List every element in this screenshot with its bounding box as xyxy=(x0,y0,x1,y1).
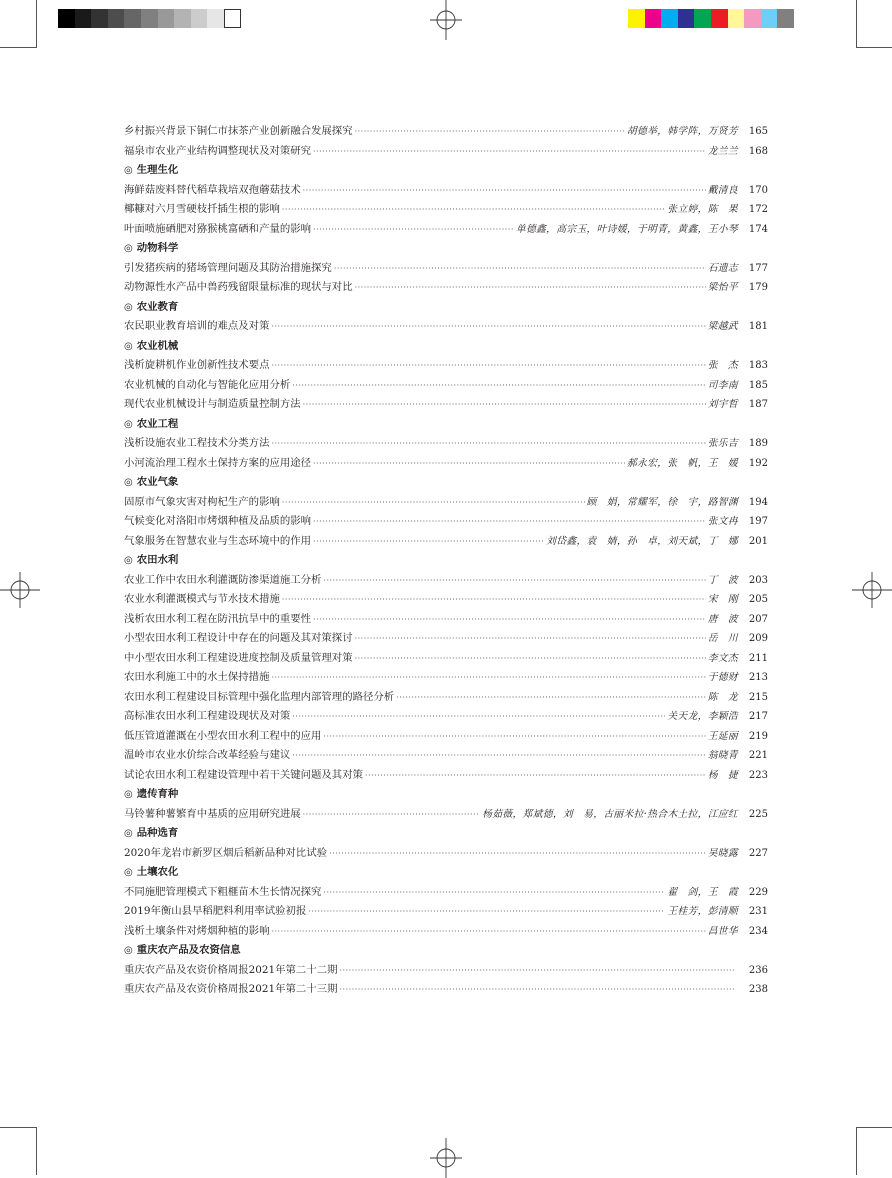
entry-page-number: 185 xyxy=(748,379,768,391)
entry-authors: 戴清良 xyxy=(707,184,738,196)
entry-title: 椰糠对六月雪硬枝扦插生根的影响 xyxy=(124,203,280,215)
toc-entry[interactable] xyxy=(124,356,768,376)
toc-entry[interactable] xyxy=(124,668,768,688)
dot-leader xyxy=(355,629,706,649)
registration-mark-icon xyxy=(852,570,892,610)
bullseye-icon: ◎ xyxy=(124,340,133,352)
entry-page-number: 181 xyxy=(748,321,768,332)
section-heading-label: 品种选育 xyxy=(136,827,179,839)
entry-authors: 张立婷，陈 果 xyxy=(667,204,738,215)
entry-page-number: 170 xyxy=(748,184,768,196)
toc-entry[interactable] xyxy=(124,649,768,669)
entry-page-number: 238 xyxy=(748,984,768,995)
entry-page-number: 187 xyxy=(748,399,768,410)
entry-authors: 唐 波 xyxy=(707,613,738,625)
bullseye-icon: ◎ xyxy=(124,165,133,176)
entry-page-number: 215 xyxy=(748,691,768,703)
dot-leader xyxy=(396,688,706,708)
section-heading xyxy=(124,337,768,357)
section-heading-label: 农业机械 xyxy=(136,339,179,352)
entry-page-number: 207 xyxy=(748,613,768,625)
entry-page-number: 197 xyxy=(748,516,768,527)
dot-leader xyxy=(313,532,544,552)
entry-page-number: 229 xyxy=(748,886,768,898)
toc-entry[interactable] xyxy=(124,220,768,240)
registration-mark-icon xyxy=(426,1138,466,1178)
toc-entry[interactable] xyxy=(124,454,768,474)
entry-page-number: 217 xyxy=(748,711,768,722)
color-swatch xyxy=(777,9,794,28)
dot-leader xyxy=(282,200,665,220)
bullseye-icon: ◎ xyxy=(124,243,133,254)
toc-entry[interactable] xyxy=(124,512,768,532)
entry-title: 现代农业机械设计与制造质量控制方法 xyxy=(124,398,301,410)
dot-leader xyxy=(365,766,706,786)
entry-page-number: 205 xyxy=(748,594,768,605)
section-heading-label: 农业工程 xyxy=(136,417,179,430)
bullseye-icon: ◎ xyxy=(124,477,133,488)
color-swatch xyxy=(694,9,711,28)
entry-page-number: 174 xyxy=(748,223,768,235)
entry-title: 小河流治理工程水土保持方案的应用途径 xyxy=(124,456,312,469)
dot-leader xyxy=(271,317,705,337)
toc-entry[interactable] xyxy=(124,142,768,162)
entry-authors: 吴晓露 xyxy=(707,847,738,859)
bullseye-icon: ◎ xyxy=(124,945,133,956)
color-swatch xyxy=(678,9,695,28)
color-swatch xyxy=(207,9,224,28)
color-swatch xyxy=(174,9,191,28)
entry-authors: 刘宇哲 xyxy=(707,399,738,410)
entry-page-number: 194 xyxy=(748,496,768,508)
entry-title: 农业机械的自动化与智能化应用分析 xyxy=(124,378,291,391)
dot-leader xyxy=(339,961,736,981)
entry-authors: 杨茹薇，郑斌德，刘 易，古丽米拉·热合木土拉，江应红 xyxy=(482,808,738,820)
entry-authors: 杨 捷 xyxy=(707,769,738,781)
section-heading-label: 土壤农化 xyxy=(136,866,179,878)
section-heading xyxy=(124,824,768,844)
section-heading-label: 农田水利 xyxy=(136,554,179,566)
color-swatch xyxy=(124,9,141,28)
dot-leader xyxy=(355,278,706,298)
entry-authors: 关天龙，李颖浩 xyxy=(667,711,738,722)
dot-leader xyxy=(292,707,665,727)
dot-leader xyxy=(323,727,705,747)
toc-entry[interactable] xyxy=(124,688,768,708)
entry-title: 重庆农产品及农资价格周报2021年第二十二期 xyxy=(124,963,338,976)
crop-mark xyxy=(856,1127,857,1175)
entry-title: 乡村振兴背景下铜仁市抹茶产业创新融合发展探究 xyxy=(124,125,353,137)
entry-title: 小型农田水利工程设计中存在的问题及其对策探讨 xyxy=(124,632,353,644)
entry-title: 浅析旋耕机作业创新性技术要点 xyxy=(124,359,270,371)
section-heading-label: 农业教育 xyxy=(136,300,179,313)
entry-authors: 梁怡平 xyxy=(707,282,738,293)
toc-entry[interactable] xyxy=(124,532,768,552)
entry-authors: 于德财 xyxy=(707,672,738,683)
entry-authors: 丁 波 xyxy=(707,574,738,586)
entry-authors: 郝永宏，张 帆，王 媛 xyxy=(626,457,738,469)
entry-page-number: 219 xyxy=(748,730,768,742)
toc-entry[interactable] xyxy=(124,259,768,279)
toc-entry[interactable] xyxy=(124,376,768,396)
dot-leader xyxy=(271,668,705,688)
entry-title: 高标准农田水利工程建设现状及对策 xyxy=(124,710,291,722)
crop-mark xyxy=(36,0,37,48)
entry-page-number: 165 xyxy=(748,126,768,137)
entry-authors: 翟 剑，王 霞 xyxy=(667,886,738,898)
entry-authors: 王延丽 xyxy=(707,730,738,742)
entry-authors: 顾 娟，常耀军，徐 宇，路智渊 xyxy=(586,496,738,508)
color-swatch xyxy=(58,9,75,28)
entry-page-number: 234 xyxy=(748,925,768,937)
dot-leader xyxy=(308,902,665,922)
entry-authors: 宋 刚 xyxy=(707,594,738,605)
registration-mark-icon xyxy=(0,570,40,610)
color-swatch xyxy=(744,9,761,28)
entry-title: 农田水利施工中的水土保持措施 xyxy=(124,671,270,683)
dot-leader xyxy=(271,922,705,942)
toc-entry[interactable] xyxy=(124,961,768,981)
entry-authors: 司李南 xyxy=(707,379,738,391)
entry-title: 浅析设施农业工程技术分类方法 xyxy=(124,437,270,449)
section-heading xyxy=(124,863,768,883)
entry-title: 浅析土壤条件对烤烟种植的影响 xyxy=(124,924,270,937)
color-swatch xyxy=(158,9,175,28)
entry-title: 叶面喷施硒肥对猕猴桃富硒和产量的影响 xyxy=(124,222,312,235)
entry-title: 重庆农产品及农资价格周报2021年第二十三期 xyxy=(124,983,338,995)
dot-leader xyxy=(313,142,706,162)
entry-title: 固原市气象灾害对枸杞生产的影响 xyxy=(124,495,280,508)
crop-mark xyxy=(857,1127,892,1128)
entry-title: 2019年衡山县早稻肥料利用率试验初报 xyxy=(124,905,307,917)
toc-entry[interactable] xyxy=(124,590,768,610)
section-heading xyxy=(124,298,768,318)
entry-title: 气象服务在智慧农业与生态环境中的作用 xyxy=(124,534,312,547)
toc-entry[interactable] xyxy=(124,727,768,747)
entry-page-number: 203 xyxy=(748,574,768,586)
entry-title: 农田水利工程建设目标管理中强化监理内部管理的路径分析 xyxy=(124,690,395,703)
toc-entry[interactable] xyxy=(124,181,768,201)
entry-page-number: 192 xyxy=(748,457,768,469)
entry-title: 动物源性水产品中兽药残留限量标准的现状与对比 xyxy=(124,281,353,293)
color-swatch xyxy=(224,9,241,28)
dot-leader xyxy=(313,454,625,474)
section-heading xyxy=(124,161,768,181)
entry-title: 不同施肥管理模式下粗榧苗木生长情况探究 xyxy=(124,885,322,898)
dot-leader xyxy=(334,259,706,279)
color-swatch xyxy=(75,9,92,28)
entry-title: 福泉市农业产业结构调整现状及对策研究 xyxy=(124,144,312,157)
toc-entry[interactable] xyxy=(124,200,768,220)
bullseye-icon: ◎ xyxy=(124,789,133,800)
toc-entry[interactable] xyxy=(124,844,768,864)
color-swatch xyxy=(711,9,728,28)
entry-title: 农民职业教育培训的难点及对策 xyxy=(124,320,270,332)
dot-leader xyxy=(313,610,706,630)
grayscale-color-bar xyxy=(58,9,241,28)
dot-leader xyxy=(323,571,705,591)
entry-page-number: 231 xyxy=(748,906,768,917)
toc-entry[interactable] xyxy=(124,902,768,922)
toc-entry[interactable] xyxy=(124,922,768,942)
entry-authors: 李文杰 xyxy=(707,652,738,664)
entry-page-number: 172 xyxy=(748,204,768,215)
crop-mark xyxy=(857,47,892,48)
entry-authors: 刘岱鑫，袁 婧，孙 卓，刘天斌，丁 娜 xyxy=(546,535,738,547)
entry-page-number: 236 xyxy=(748,964,768,976)
dot-leader xyxy=(329,844,706,864)
entry-authors: 龙兰兰 xyxy=(707,145,738,157)
section-heading xyxy=(124,239,768,259)
section-heading-label: 动物科学 xyxy=(136,242,179,254)
toc-entry[interactable] xyxy=(124,707,768,727)
entry-authors: 岳 川 xyxy=(707,633,738,644)
entry-title: 试论农田水利工程建设管理中若干关键问题及其对策 xyxy=(124,768,363,781)
entry-authors: 张文冉 xyxy=(707,516,738,527)
entry-authors: 张乐吉 xyxy=(707,438,738,449)
bullseye-icon: ◎ xyxy=(124,828,133,839)
toc-entry[interactable] xyxy=(124,395,768,415)
table-of-contents xyxy=(124,122,768,1000)
crop-mark xyxy=(856,0,857,48)
entry-authors: 单德鑫，高宗玉，叶诗媛，于明青，黄鑫，王小琴 xyxy=(515,223,738,235)
entry-authors: 石遗志 xyxy=(707,262,738,274)
dot-leader xyxy=(271,356,705,376)
entry-authors: 昌世华 xyxy=(707,925,738,937)
toc-entry[interactable] xyxy=(124,122,768,142)
entry-title: 农业水利灌溉模式与节水技术措施 xyxy=(124,593,280,605)
toc-entry[interactable] xyxy=(124,629,768,649)
entry-authors: 翁晓青 xyxy=(707,750,738,761)
entry-authors: 胡德举，韩学阵，万贤芳 xyxy=(626,126,738,137)
crop-mark xyxy=(0,1127,36,1128)
entry-authors: 张 杰 xyxy=(707,360,738,371)
dot-leader xyxy=(355,649,706,669)
dot-leader xyxy=(303,805,481,825)
entry-title: 浅析农田水利工程在防汛抗旱中的重要性 xyxy=(124,612,312,625)
crop-mark xyxy=(0,47,36,48)
entry-page-number: 225 xyxy=(748,808,768,820)
dot-leader xyxy=(303,395,706,415)
entry-title: 中小型农田水利工程建设进度控制及质量管理对策 xyxy=(124,651,353,664)
toc-entry[interactable] xyxy=(124,571,768,591)
toc-entry[interactable] xyxy=(124,980,768,1000)
dot-leader xyxy=(339,980,736,1000)
entry-page-number: 168 xyxy=(748,145,768,157)
entry-page-number: 223 xyxy=(748,769,768,781)
dot-leader xyxy=(282,590,706,610)
entry-title: 低压管道灌溉在小型农田水利工程中的应用 xyxy=(124,729,322,742)
entry-authors: 梁越武 xyxy=(707,321,738,332)
registration-mark-icon xyxy=(426,0,466,40)
entry-title: 2020年龙岩市新罗区烟后稻新品种对比试验 xyxy=(124,846,328,859)
entry-page-number: 227 xyxy=(748,847,768,859)
dot-leader xyxy=(355,122,625,142)
color-swatch xyxy=(628,9,645,28)
bullseye-icon: ◎ xyxy=(124,867,133,878)
color-swatch xyxy=(645,9,662,28)
entry-page-number: 213 xyxy=(748,672,768,683)
toc-entry[interactable] xyxy=(124,317,768,337)
dot-leader xyxy=(313,220,514,240)
color-swatch xyxy=(728,9,745,28)
entry-authors: 陈 龙 xyxy=(707,691,738,703)
dot-leader xyxy=(282,493,585,513)
entry-page-number: 209 xyxy=(748,633,768,644)
entry-title: 温岭市农业水价综合改革经验与建议 xyxy=(124,749,291,761)
entry-page-number: 183 xyxy=(748,360,768,371)
bullseye-icon: ◎ xyxy=(124,418,133,430)
entry-page-number: 177 xyxy=(748,262,768,274)
entry-page-number: 201 xyxy=(748,535,768,547)
bullseye-icon: ◎ xyxy=(124,555,133,566)
bullseye-icon: ◎ xyxy=(124,301,133,313)
color-swatch xyxy=(661,9,678,28)
toc-entry[interactable] xyxy=(124,610,768,630)
section-heading-label: 重庆农产品及农资信息 xyxy=(136,944,241,956)
dot-leader xyxy=(323,883,665,903)
toc-entry[interactable] xyxy=(124,746,768,766)
color-swatch xyxy=(108,9,125,28)
section-heading xyxy=(124,415,768,435)
toc-entry[interactable] xyxy=(124,434,768,454)
toc-entry[interactable] xyxy=(124,805,768,825)
cmyk-color-bar xyxy=(628,9,794,28)
section-heading xyxy=(124,551,768,571)
toc-entry[interactable] xyxy=(124,766,768,786)
entry-page-number: 189 xyxy=(748,438,768,449)
toc-entry[interactable] xyxy=(124,493,768,513)
section-heading xyxy=(124,941,768,961)
section-heading xyxy=(124,785,768,805)
section-heading-label: 遗传育种 xyxy=(136,788,179,800)
entry-title: 马铃薯种薯繁育中基质的应用研究进展 xyxy=(124,807,301,820)
entry-title: 农业工作中农田水利灌溉防渗渠道施工分析 xyxy=(124,573,322,586)
entry-page-number: 221 xyxy=(748,750,768,761)
color-swatch xyxy=(761,9,778,28)
entry-title: 海鲜菇废料替代稻草栽培双孢蘑菇技术 xyxy=(124,183,301,196)
dot-leader xyxy=(303,181,706,201)
dot-leader xyxy=(271,434,705,454)
toc-entry[interactable] xyxy=(124,883,768,903)
crop-mark xyxy=(36,1127,37,1175)
entry-page-number: 211 xyxy=(748,652,768,664)
dot-leader xyxy=(313,512,706,532)
toc-entry[interactable] xyxy=(124,278,768,298)
dot-leader xyxy=(292,376,705,396)
dot-leader xyxy=(292,746,705,766)
entry-page-number: 179 xyxy=(748,282,768,293)
section-heading-label: 农业气象 xyxy=(136,476,179,488)
entry-title: 引发猪疾病的猪场管理问题及其防治措施探究 xyxy=(124,261,332,274)
section-heading-label: 生理生化 xyxy=(136,164,179,176)
color-swatch xyxy=(141,9,158,28)
color-swatch xyxy=(91,9,108,28)
section-heading xyxy=(124,473,768,493)
color-swatch xyxy=(191,9,208,28)
entry-authors: 王桂芳，彭清顺 xyxy=(667,906,738,917)
entry-title: 气候变化对洛阳市烤烟种植及品质的影响 xyxy=(124,515,312,527)
